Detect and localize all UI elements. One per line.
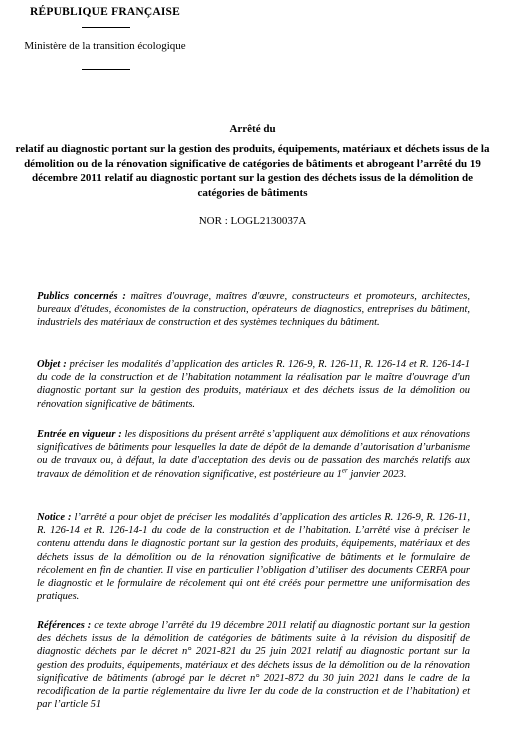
header-divider-top — [82, 27, 130, 28]
section-publics — [37, 290, 470, 330]
ordinal-superscript: er — [341, 466, 348, 475]
section-label: Notice : — [37, 512, 72, 523]
section-label: Références : — [37, 620, 92, 631]
section-entree-en-vigueur — [37, 428, 470, 481]
section-text: l’arrêté a pour objet de préciser les modalités d’application des articles R. 126-9, R. 126-11, R. 126-14 et R. 126-14-1 du code de la construction et de l’habitation. L’arrêté vise à préciser le contenu attendu dans le diagnostic portant sur la gestion des produits, équipements, matériaux et des déchets issus de la démolition ou de la rénovation significative de bâtiments et le formulaire de récolement en fin de chantier. Il vise en particulier l’obligation d’utiliser des documents CERFA pour le diagnostic et le formulaire de récolement qui ont été créés pour permettre une uniformisation des pratiques. — [37, 512, 470, 603]
header-divider-bottom — [82, 69, 130, 70]
ministry-name: Ministère de la transition écologique — [24, 40, 186, 52]
section-text: préciser les modalités d’application des articles R. 126-9, R. 126-11, R. 126-14 et R. 126-14-1 du code de la construction et de l’habitation notamment la réalisation par le maître d'ouvrage d'un diagnostic portant sur la gestion des produits, matériaux et des déchets issus de la démolition ou rénovation significative de bâtiments. — [37, 359, 470, 410]
nor-reference: NOR : LOGL2130037A — [198, 215, 307, 227]
arrete-title: relatif au diagnostic portant sur la gestion des produits, équipements, matériaux et déchets issus de la démolition ou de la rénovation significative de catégories de bâtiments et abrogeant l’arrêté du 19 décembre 2011 relatif au diagnostic portant sur la gestion des déchets issus de la démolition de catégories de bâtiments — [15, 143, 490, 199]
section-label: Entrée en vigueur : — [37, 429, 122, 440]
section-text: les dispositions du présent arrêté s’appliquent aux démolitions et aux rénovations significatives de bâtiments pour lesquelles la date de dépôt de la demande d’autorisation d’urbanisme ou de travaux ou, à défaut, la date d'acceptation des devis ou de passation des marchés relatifs aux travaux de démolition et de rénovation significative, est postérieure au 1 — [37, 429, 470, 480]
arrete-heading: Arrêté du — [229, 123, 276, 135]
section-notice — [37, 511, 470, 603]
section-text: ce texte abroge l’arrêté du 19 décembre 2011 relatif au diagnostic portant sur la gestion des déchets issus de la démolition de catégories de bâtiments suite à la révision du dispositif de diagnostic déchets par le décret n° 2021-821 du 25 juin 2021 relatif au diagnostic portant sur la gestion des produits, équipements, matériaux et des déchets issus de la démolition ou de la rénovation significative de bâtiments (abrogé par le décret n° 2021-872 du 30 juin 2021 dans le cadre de la recodification de la partie réglementaire du livre Ier du code de la construction et de l’habitation) et par l’article 51 — [37, 620, 471, 711]
section-objet — [37, 358, 470, 411]
section-label: Publics concernés : — [37, 291, 126, 302]
section-text-tail: janvier 2023. — [347, 468, 407, 480]
section-references — [37, 619, 470, 711]
section-text: maîtres d'ouvrage, maîtres d'œuvre, constructeurs et promoteurs, architectes, bureaux d'études, économistes de la construction, opérateurs de diagnostics, entreprises du bâtiment, industriels des matériaux de construction et des systèmes techniques du bâtiment. — [37, 291, 470, 329]
republic-header: RÉPUBLIQUE FRANÇAISE — [29, 6, 180, 18]
section-label: Objet : — [37, 359, 67, 370]
